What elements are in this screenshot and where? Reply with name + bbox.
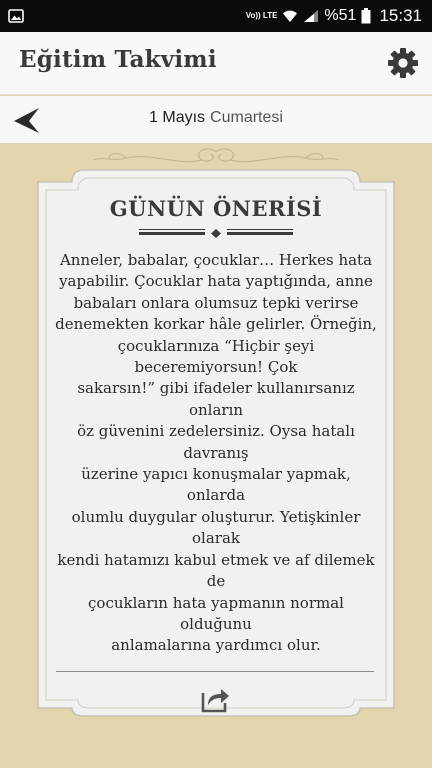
card-title: GÜNÜN ÖNERİSİ — [109, 196, 323, 221]
date-bar — [0, 96, 432, 144]
tip-text-line: beceremiyorsun! Çok — [134, 358, 298, 377]
title-divider — [137, 227, 295, 239]
status-bar — [0, 0, 432, 32]
tip-text-line: kendi hatamızı kabul etmek ve af dilemek — [57, 550, 375, 569]
tip-text-line: üzerine yapıcı konuşmalar yapmak, — [81, 465, 351, 484]
share-icon — [200, 685, 230, 713]
battery-percent: %51 — [324, 7, 357, 24]
tip-text-line: davranış — [183, 443, 249, 462]
app-title: Eğitim Takvimi — [19, 46, 217, 73]
tip-text-line: sakarsın!” gibi ifadeler kullanırsanız — [77, 379, 355, 398]
tip-text-line: denemekten korkar hâle gelirler. Örneğin, — [55, 315, 377, 334]
gear-icon — [386, 46, 420, 80]
tip-text-line: onlarda — [186, 486, 246, 505]
tip-text-line: de — [206, 572, 226, 591]
clock: 15:31 — [379, 6, 422, 25]
tip-text-line: çocuklarınıza “Hiçbir şeyi — [117, 336, 315, 355]
volte-indicator: Vo)) LTE — [245, 11, 278, 20]
wifi-icon — [282, 9, 298, 23]
tip-text-line: yapabilir. Çocuklar hata yaptığında, anne — [59, 272, 373, 291]
app-bar — [0, 32, 432, 95]
share-button[interactable] — [200, 685, 230, 713]
battery-icon — [361, 8, 371, 24]
tip-text-line: olduğunu — [180, 614, 252, 633]
tip-text-line: çocukların hata yapmanın normal — [88, 593, 344, 612]
tip-text-line: babaları onlara olumsuz tepki verirse — [73, 293, 359, 312]
tip-text-line: anlamalarına yardımcı olur. — [111, 636, 321, 655]
date-day: 1 Mayıs — [149, 109, 206, 126]
settings-button[interactable] — [386, 46, 420, 80]
gallery-icon — [8, 8, 24, 24]
tip-text-line: Anneler, babalar, çocuklar… Herkes hata — [59, 251, 373, 269]
tip-text-line: olarak — [192, 529, 240, 548]
card-divider — [56, 671, 374, 672]
tip-text-line: öz güvenini zedelersiniz. Oysa hatalı — [77, 422, 355, 441]
date-weekday: Cumartesi — [210, 109, 283, 126]
tip-text — [52, 250, 380, 657]
tip-text-line: onların — [188, 400, 244, 419]
signal-icon — [303, 9, 319, 23]
tip-text-line: olumlu duygular oluşturur. Yetişkinler — [71, 507, 361, 526]
current-date — [0, 109, 432, 127]
